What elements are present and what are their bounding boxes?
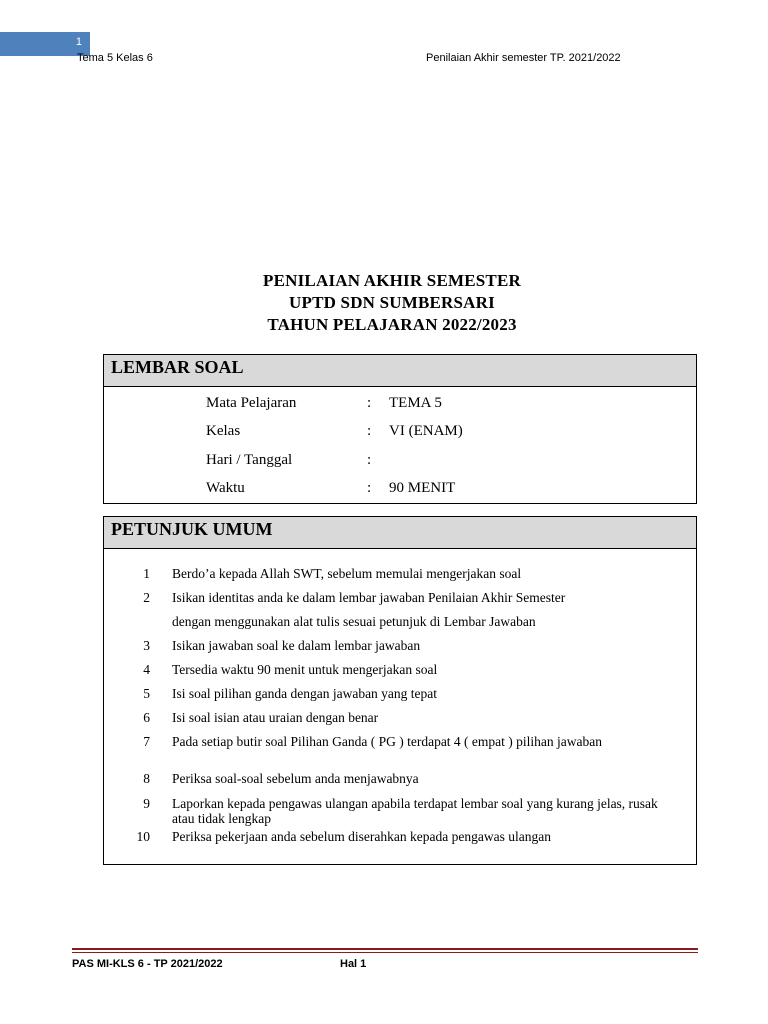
title-line-2: UPTD SDN SUMBERSARI: [289, 293, 495, 312]
instruction-text: Isi soal isian atau uraian dengan benar: [172, 710, 379, 725]
info-colon: :: [367, 452, 372, 468]
info-label: Waktu: [206, 480, 245, 496]
footer-page: Hal 1: [340, 958, 367, 970]
instruction-text: Laporkan kepada pengawas ulangan apabila terdapat lembar soal yang kurang jelas, rusak atau tidak lengkap: [172, 796, 658, 826]
header-left: Tema 5 Kelas 6: [77, 52, 153, 64]
title-line-1: PENILAIAN AKHIR SEMESTER: [263, 271, 521, 290]
instruction-text: Berdo’a kepada Allah SWT, sebelum memulai mengerjakan soal: [172, 566, 522, 581]
info-label: Hari / Tanggal: [206, 452, 293, 468]
instruction-number: 10: [136, 829, 150, 844]
header-right: Penilaian Akhir semester TP. 2021/2022: [426, 52, 621, 64]
info-value: TEMA 5: [389, 395, 442, 411]
instruction-number: 9: [143, 796, 150, 811]
instruction-number: 5: [143, 686, 150, 701]
instruction-text: Isi soal pilihan ganda dengan jawaban yang tepat: [172, 686, 438, 701]
footer-divider: [72, 952, 698, 953]
instruction-number: 4: [143, 662, 150, 677]
info-value: 90 MENIT: [389, 480, 456, 496]
page-number: 1: [75, 36, 82, 48]
petunjuk-umum-heading: PETUNJUK UMUM: [104, 517, 696, 549]
footer-divider: [72, 948, 698, 950]
info-label: Kelas: [206, 423, 241, 439]
instruction-number: 7: [143, 734, 150, 749]
info-colon: :: [367, 395, 372, 411]
info-label: Mata Pelajaran: [206, 395, 297, 411]
instruction-text: Periksa pekerjaan anda sebelum diserahkan kepada pengawas ulangan: [172, 829, 551, 844]
instruction-number: 8: [143, 771, 150, 786]
instruction-text: Isikan jawaban soal ke dalam lembar jawaban: [172, 638, 421, 653]
lembar-soal-box: [103, 354, 697, 504]
petunjuk-umum-box: [103, 516, 697, 865]
instruction-number: 2: [143, 590, 150, 605]
lembar-soal-heading: LEMBAR SOAL: [104, 355, 696, 387]
instruction-number: 3: [143, 638, 150, 653]
document-title-block: [0, 270, 768, 336]
instruction-text: dengan menggunakan alat tulis sesuai petunjuk di Lembar Jawaban: [172, 614, 536, 629]
instruction-text: Periksa soal-soal sebelum anda menjawabnya: [172, 771, 419, 786]
info-colon: :: [367, 423, 372, 439]
footer-left: PAS MI-KLS 6 - TP 2021/2022: [72, 958, 223, 970]
info-colon: :: [367, 480, 372, 496]
instruction-number: 1: [143, 566, 150, 581]
title-line-3: TAHUN PELAJARAN 2022/2023: [267, 315, 517, 334]
instruction-text: Isikan identitas anda ke dalam lembar jawaban Penilaian Akhir Semester: [172, 590, 566, 605]
instruction-text: Pada setiap butir soal Pilihan Ganda ( PG ) terdapat 4 ( empat ) pilihan jawaban: [172, 734, 603, 749]
instruction-text: Tersedia waktu 90 menit untuk mengerjakan soal: [172, 662, 438, 677]
info-value: VI (ENAM): [389, 423, 463, 439]
instruction-number: 6: [143, 710, 150, 725]
